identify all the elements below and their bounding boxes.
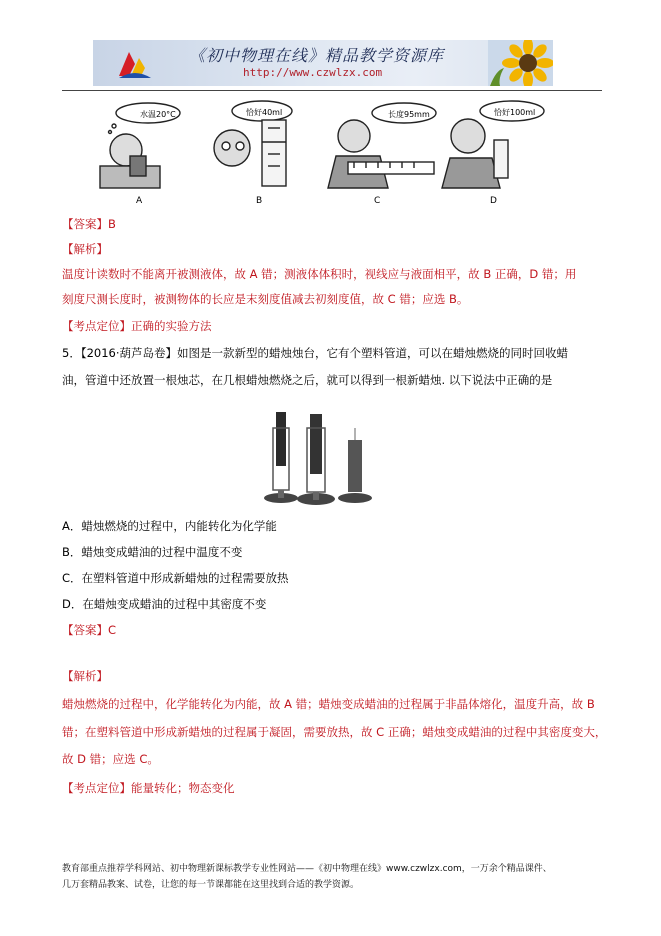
answer-value: B <box>108 217 116 231</box>
footer-line-2: 几万套精品教案、试卷，让您的每一节课都能在这里找到合适的教学资源。 <box>62 880 360 890</box>
q5-option-c: C．在塑料管道中形成新蜡烛的过程需要放热 <box>62 571 289 585</box>
point-value: 能量转化；物态变化 <box>131 781 235 795</box>
point-value: 正确的实验方法 <box>131 319 212 333</box>
answer-tag: 【答案】 <box>62 623 108 637</box>
label-b: B <box>256 196 263 206</box>
answer-tag: 【答案】 <box>62 217 108 231</box>
q4-analysis-line-1: 温度计读数时不能离开被测液体，故 A 错；测液体体积时，视线应与液面相平，故 B 正确，D 错；用 <box>62 267 577 281</box>
q5-question-line-2: 油，管道中还放置一根烛芯，在几根蜡烛燃烧之后，就可以得到一根新蜡烛. 以下说法中正确的是 <box>62 373 553 387</box>
answer-value: C <box>108 623 117 637</box>
site-title: 《初中物理在线》精品教学资源库 <box>189 46 445 65</box>
bubble-b-text: 恰好40ml <box>246 108 283 117</box>
q5-analysis-line-1: 蜡烛燃烧的过程中，化学能转化为内能，故 A 错；蜡烛变成蜡油的过程属于非晶体熔化，温度升高，故 B <box>62 697 595 711</box>
q5-analysis-line-3: 故 D 错；应选 C。 <box>62 752 159 766</box>
q4-analysis-tag: 【解析】 <box>62 242 108 256</box>
header-banner <box>93 40 553 86</box>
q4-answer <box>62 216 116 232</box>
measurement-cartoon-figure <box>92 96 552 208</box>
header-rule <box>62 90 602 91</box>
q5-analysis-line-2: 错；在塑料管道中形成新蜡烛的过程属于凝固，需要放热，故 C 正确；蜡烛变成蜡油的过程中其密度变大， <box>62 725 607 739</box>
point-tag: 【考点定位】 <box>62 319 131 333</box>
label-c: C <box>374 196 381 206</box>
q4-analysis-line-2: 刻度尺测长度时，被测物体的长应是末刻度值减去初刻度值，故 C 错；应选 B。 <box>62 292 469 306</box>
site-url[interactable]: http://www.czwlzx.com <box>243 66 383 79</box>
label-a: A <box>136 196 143 206</box>
q5-option-d: D．在蜡烛变成蜡油的过程中其密度不变 <box>62 597 267 611</box>
sunflower-icon <box>488 40 553 86</box>
candle-holders-figure <box>262 408 380 508</box>
footer-line-1: 教育部重点推荐学科网站、初中物理新课标教学专业性网站——《初中物理在线》www.czwlzx.com，一万余个精品课件、 <box>62 864 552 874</box>
q5-answer <box>62 622 116 638</box>
q5-option-a: A．蜡烛燃烧的过程中，内能转化为化学能 <box>62 519 277 533</box>
point-tag: 【考点定位】 <box>62 781 131 795</box>
q5-question-line-1: 5．【2016·葫芦岛卷】如图是一款新型的蜡烛烛台，它有个塑料管道，可以在蜡烛燃烧的同时回收蜡 <box>62 346 568 360</box>
label-d: D <box>490 196 497 206</box>
bubble-c-text: 长度95mm <box>388 110 430 119</box>
q4-point <box>62 318 212 334</box>
q5-analysis-tag: 【解析】 <box>62 669 108 683</box>
q5-option-b: B．蜡烛变成蜡油的过程中温度不变 <box>62 545 243 559</box>
bubble-d-text: 恰好100ml <box>494 108 536 117</box>
bubble-a-text: 水温20°C <box>140 110 176 119</box>
site-logo <box>115 46 155 82</box>
q5-point <box>62 780 235 796</box>
